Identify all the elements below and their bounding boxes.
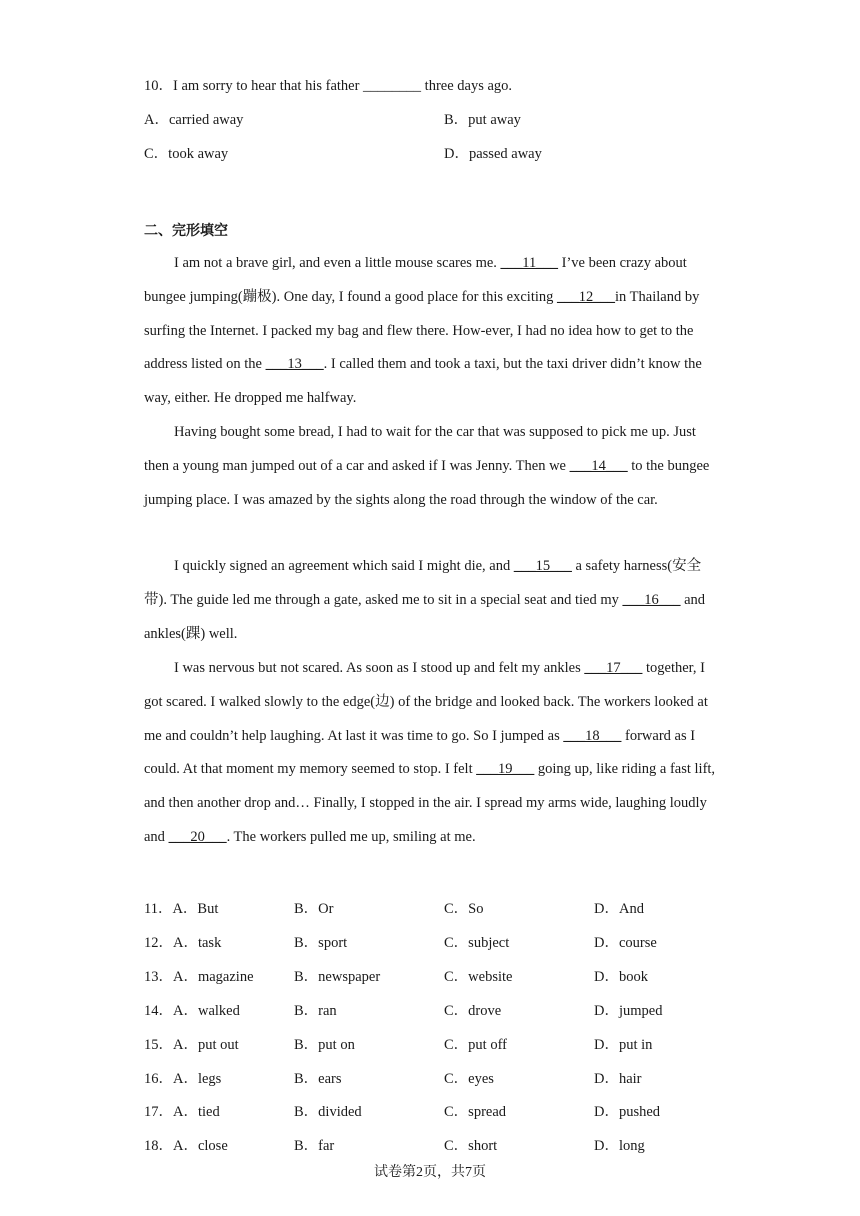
answer-row-15 <box>144 1033 744 1053</box>
blank-19: ___19___ <box>476 761 535 778</box>
option-b: B．ears <box>294 1071 342 1087</box>
option-b: B．far <box>294 1138 335 1154</box>
blank-20: ___20___ <box>168 828 227 845</box>
option-a: 13．A．magazine <box>144 969 254 985</box>
option-a: 11．A．But <box>144 901 219 917</box>
text-run: to the bungee jumping place. I was amazed by the sights along the road through the window of the car. <box>144 457 710 508</box>
answer-row-17 <box>144 1100 744 1120</box>
passage-paragraph-4 <box>144 652 719 855</box>
text-run: . I called them and took a taxi, but the taxi driver didn’t know the way, either. He dropped me halfway. <box>144 356 702 407</box>
option-b: B．sport <box>294 935 348 951</box>
q10-option-c: C．took away <box>144 146 229 162</box>
answer-row-14 <box>144 999 744 1019</box>
text-run: Having bought some bread, I had to wait for the car that was supposed to pick me up. Just then a young man jumped out of a car and asked if I was Jenny. Then we <box>144 424 696 474</box>
q10-option-d: D．passed away <box>444 146 542 162</box>
option-a: 15．A．put out <box>144 1037 239 1053</box>
answer-row-18 <box>144 1134 744 1154</box>
blank-16: ___16___ <box>622 591 681 608</box>
option-d: D．hair <box>594 1071 642 1087</box>
option-c: C．So <box>444 901 484 917</box>
section-heading: 二、完形填空 <box>144 223 228 239</box>
text-run: and ankles(踝) well. <box>144 591 706 642</box>
option-d: D．course <box>594 935 657 951</box>
q10-option-b: B．put away <box>444 112 521 128</box>
blank-18: ___18___ <box>563 727 622 744</box>
blank-13: ___13___ <box>265 356 324 373</box>
option-b: B．newspaper <box>294 969 381 985</box>
passage-paragraph-1 <box>144 247 719 416</box>
option-b: B．put on <box>294 1037 355 1053</box>
option-d: D．pushed <box>594 1104 661 1120</box>
option-d: D．put in <box>594 1037 653 1053</box>
q10-option-a: A．carried away <box>144 112 244 128</box>
option-c: C．spread <box>444 1104 507 1120</box>
text-run: going up, like riding a fast lift, and then another drop and… Finally, I stopped in the air. I spread my arms wide, laughing loudly and <box>144 761 716 845</box>
blank-17: ___17___ <box>584 660 643 676</box>
option-a: 12．A．task <box>144 935 222 951</box>
blank-12: ___12___ <box>557 288 616 305</box>
option-b: B．Or <box>294 901 334 917</box>
option-d: D．long <box>594 1138 645 1154</box>
blank-15: ___15___ <box>513 558 572 574</box>
option-c: C．short <box>444 1138 498 1154</box>
option-c: C．subject <box>444 935 510 951</box>
text-run: I quickly signed an agreement which said I might die, and <box>174 558 514 574</box>
answer-row-16 <box>144 1067 744 1087</box>
text-run: in Thailand by surfing the Internet. I packed my bag and flew there. How-ever, I had no idea how to get to the address listed on the <box>144 288 700 373</box>
text-run: I’ve been crazy about bungee jumping(蹦极). One day, I found a good place for this exciting <box>144 255 687 305</box>
option-c: C．put off <box>444 1037 507 1053</box>
option-c: C．website <box>444 969 513 985</box>
text-run: I am not a brave girl, and even a little mouse scares me. <box>174 255 501 271</box>
option-d: D．jumped <box>594 1003 663 1019</box>
text-run: together, I got scared. I walked slowly to the edge(边) of the bridge and looked back. The workers looked at me and couldn’t help laughing. At last it was time to go. So I jumped as <box>144 660 708 744</box>
option-a: 16．A．legs <box>144 1071 222 1087</box>
option-c: C．drove <box>444 1003 502 1019</box>
passage-paragraph-3 <box>144 550 719 651</box>
question-10-stem: 10．I am sorry to hear that his father ________ three days ago. <box>144 78 513 94</box>
option-b: B．ran <box>294 1003 337 1019</box>
option-a: 14．A．walked <box>144 1003 240 1019</box>
answer-row-12 <box>144 931 744 951</box>
text-run: forward as I could. At that moment my memory seemed to stop. I felt <box>144 727 696 778</box>
option-d: D．book <box>594 969 648 985</box>
text-run: I was nervous but not scared. As soon as I stood up and felt my ankles <box>174 660 585 676</box>
option-c: C．eyes <box>444 1071 494 1087</box>
text-run: . The workers pulled me up, smiling at me. <box>226 828 476 845</box>
passage-paragraph-2 <box>144 416 719 517</box>
option-d: D．And <box>594 901 644 917</box>
answer-row-13 <box>144 965 744 985</box>
option-a: 18．A．close <box>144 1138 228 1154</box>
option-a: 17．A．tied <box>144 1104 220 1120</box>
blank-14: ___14___ <box>569 457 628 474</box>
page-footer: 试卷第2页，共7页 <box>374 1165 486 1180</box>
blank-11: ___11___ <box>500 255 559 271</box>
text-run: a safety harness(安全带). The guide led me through a gate, asked me to sit in a special seat and tied my <box>144 558 702 608</box>
option-b: B．divided <box>294 1104 362 1120</box>
answer-row-11 <box>144 897 744 917</box>
